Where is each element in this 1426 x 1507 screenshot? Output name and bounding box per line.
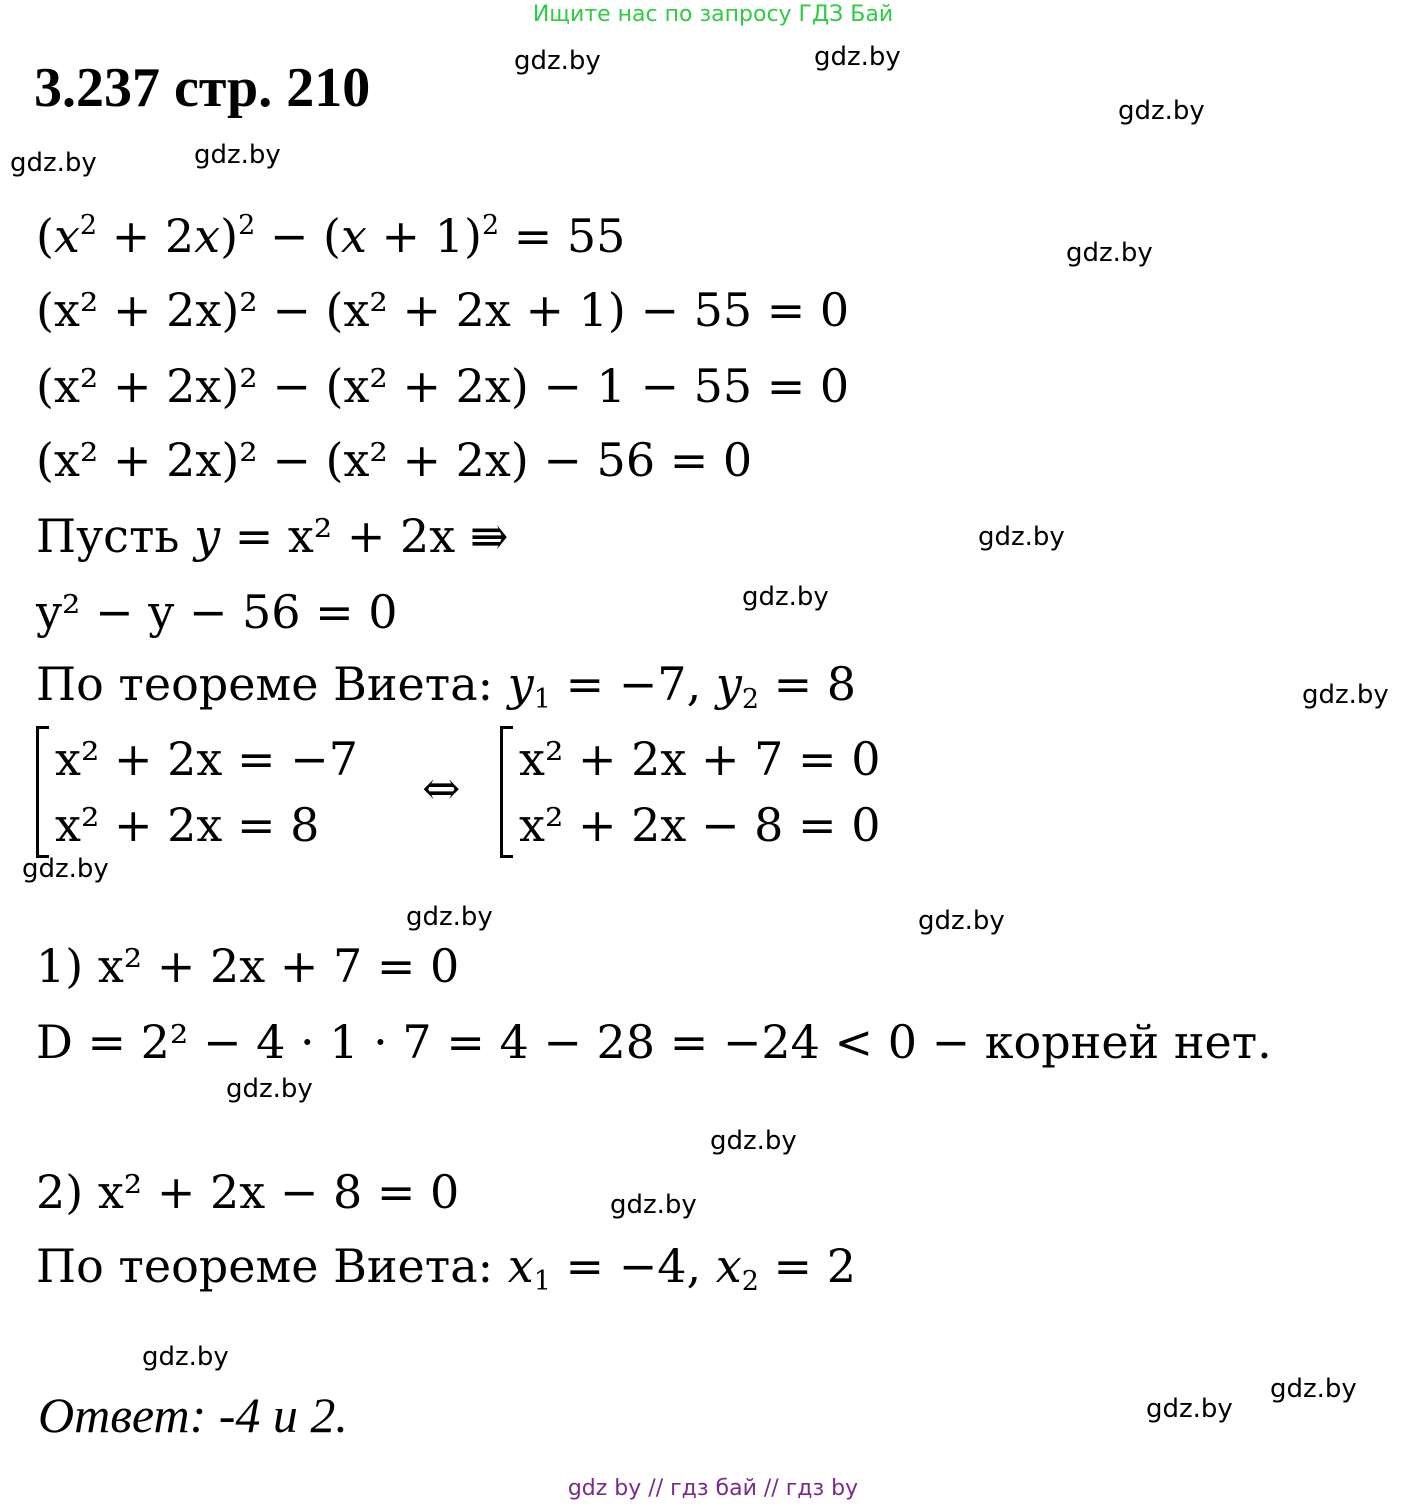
watermark: gdz.by <box>978 522 1065 552</box>
search-banner: Ищите нас по запросу ГДЗ Бай <box>532 2 894 27</box>
page-title: 3.237 стр. 210 <box>34 57 371 119</box>
watermark: gdz.by <box>10 148 97 178</box>
watermark: gdz.by <box>1146 1394 1233 1424</box>
equation-line-4: (x² + 2x)² − (x² + 2x) − 56 = 0 <box>36 433 753 487</box>
watermark: gdz.by <box>142 1342 229 1372</box>
equivalence-symbol: ⇔ <box>422 761 461 815</box>
equation-system-right <box>500 726 881 858</box>
equation-line-2: (x² + 2x)² − (x² + 2x + 1) − 55 = 0 <box>36 283 850 337</box>
system-row: x² + 2x − 8 = 0 <box>519 798 881 852</box>
equation-line-1: $(x^2 + 2x)^2 - (x + 1)^2 = 55$ <box>36 209 626 263</box>
quadratic-in-y: y² − y − 56 = 0 <box>36 585 398 639</box>
bracket <box>36 726 49 858</box>
watermark: gdz.by <box>194 140 281 170</box>
answer: Ответ: -4 и 2. <box>38 1387 348 1443</box>
watermark: gdz.by <box>226 1074 313 1104</box>
system-row: x² + 2x + 7 = 0 <box>519 732 881 786</box>
system-row: x² + 2x = −7 <box>55 732 358 786</box>
footer-links: gdz by // гдз бай // гдз by <box>567 1476 859 1501</box>
equation-system-left <box>36 726 358 858</box>
system-row: x² + 2x = 8 <box>55 798 320 852</box>
case-2-equation: 2) x² + 2x − 8 = 0 <box>36 1165 460 1219</box>
discriminant-line: D = 2² − 4 · 1 · 7 = 4 − 28 = −24 < 0 − корней нет. <box>36 1015 1272 1069</box>
watermark: gdz.by <box>22 854 109 884</box>
substitution-line: Пусть y = x² + 2x ⇛ <box>36 509 509 563</box>
watermark: gdz.by <box>1066 238 1153 268</box>
watermark: gdz.by <box>1118 96 1205 126</box>
bracket <box>500 726 513 858</box>
watermark: gdz.by <box>710 1126 797 1156</box>
watermark: gdz.by <box>742 582 829 612</box>
vieta-x-roots: По теореме Виета: $x_1 = -4$, $x_2 = 2$ <box>36 1239 856 1297</box>
watermark: gdz.by <box>1270 1374 1357 1404</box>
equation-line-3: (x² + 2x)² − (x² + 2x) − 1 − 55 = 0 <box>36 359 850 413</box>
vieta-y-roots: По теореме Виета: $y_1 = -7$, $y_2 = 8$ <box>36 657 857 715</box>
watermark: gdz.by <box>610 1190 697 1220</box>
watermark: gdz.by <box>406 902 493 932</box>
watermark: gdz.by <box>918 906 1005 936</box>
watermark: gdz.by <box>814 42 901 72</box>
watermark: gdz.by <box>1302 680 1389 710</box>
case-1-equation: 1) x² + 2x + 7 = 0 <box>36 939 460 993</box>
watermark: gdz.by <box>514 46 601 76</box>
